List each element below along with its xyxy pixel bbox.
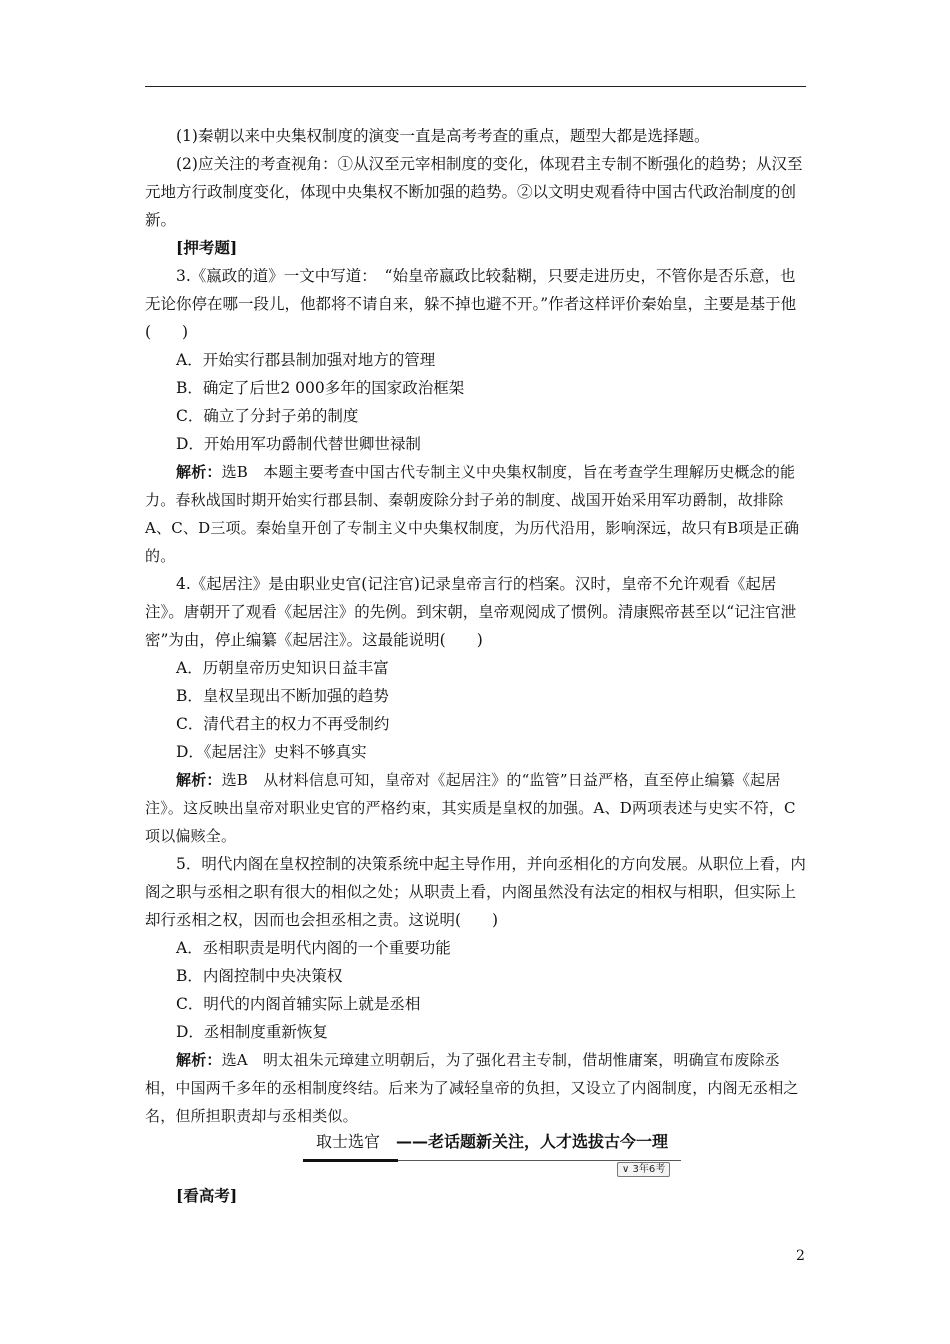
question-4-option-b: B．皇权呈现出不断加强的趋势 — [176, 687, 389, 705]
question-5-analysis — [145, 1046, 808, 1130]
question-4-stem: 4.《起居注》是由职业史官(记注官)记录皇帝言行的档案。汉时，皇帝不允许观看《起居注》。唐朝开了观看《起居注》的先例。到宋朝，皇帝观阅成了惯例。清康熙帝甚至以“记注官泄密”为由，停止编纂《起居注》。这最能说明( ) — [145, 575, 797, 649]
question-5-option-b: B．内阁控制中央决策权 — [176, 967, 343, 985]
question-3-option-c: C．确立了分封子弟的制度 — [176, 407, 359, 425]
question-5-option-d: D．丞相制度重新恢复 — [176, 1023, 328, 1041]
question-4-option-a: A．历朝皇帝历史知识日益丰富 — [176, 659, 389, 677]
question-4-option-c: C．清代君主的权力不再受制约 — [176, 715, 390, 733]
topic-main: 取士选官 — [315, 1132, 380, 1151]
page-content — [145, 122, 808, 1130]
question-4-analysis-text: 选B 从材料信息可知，皇帝对《起居注》的“监管”日益严格，直至停止编纂《起居注》。这反映出皇帝对职业史官的严格约束，其实质是皇权的加强。A、D两项表述与史实不符，C项以偏赅全。 — [145, 771, 796, 845]
question-5-option-a: A．丞相职责是明代内阁的一个重要功能 — [176, 939, 451, 957]
exam-frequency-text: 3年6考 — [632, 1164, 666, 1175]
section-heading-kangaokao: [看高考] — [176, 1186, 238, 1205]
analysis-label: 解析： — [176, 771, 222, 789]
section-heading-yakaoti: [押考题] — [176, 238, 238, 257]
topic-title — [303, 1130, 681, 1154]
analysis-label: 解析： — [176, 1051, 222, 1069]
page-number: 2 — [796, 1248, 805, 1264]
question-3-stem: 3.《嬴政的道》一文中写道： “始皇帝嬴政比较黏糊，只要走进历史，不管你是否乐意，也无论你停在哪一段儿，他都将不请自来，躲不掉也避不开。”作者这样评价秦始皇，主要是基于他( ) — [145, 267, 797, 341]
question-3-analysis-text: 选B 本题主要考查中国古代专制主义中央集权制度，旨在考查学生理解历史概念的能力。春秋战国时期开始实行郡县制、秦朝废除分封子弟的制度、战国开始采用军功爵制，故排除A、C、D三项。秦始皇开创了专制主义中央集权制度，为历代沿用，影响深远，故只有B项是正确的。 — [145, 463, 800, 565]
exam-frequency-badge — [617, 1162, 670, 1177]
analysis-label: 解析： — [176, 463, 222, 481]
question-3-option-b: B．确定了后世2 000多年的国家政治框架 — [176, 379, 465, 397]
topic-underline-thick — [303, 1159, 398, 1162]
topic-subtitle: ——老话题新关注，人才选拔古今一理 — [396, 1132, 669, 1151]
topic-banner — [303, 1128, 681, 1175]
question-4-analysis — [145, 766, 808, 850]
question-4-option-d: D．《起居注》史料不够真实 — [176, 743, 367, 761]
question-5-analysis-text: 选A 明太祖朱元璋建立明朝后，为了强化君主专制，借胡惟庸案，明确宣布废除丞相，中国两千多年的丞相制度终结。后来为了减轻皇帝的负担，又设立了内阁制度，内阁无丞相之名，但所担职责却与丞相类似。 — [145, 1051, 799, 1125]
topic-underline-thin — [398, 1160, 681, 1161]
question-3-option-a: A．开始实行郡县制加强对地方的管理 — [176, 351, 436, 369]
intro-point-2: (2)应关注的考查视角：①从汉至元宰相制度的变化，体现君主专制不断强化的趋势；从汉至元地方行政制度变化，体现中央集权不断加强的趋势。②以文明史观看待中国古代政治制度的创新。 — [145, 155, 803, 229]
intro-point-1: (1)秦朝以来中央集权制度的演变一直是高考考查的重点，题型大都是选择题。 — [176, 127, 710, 145]
question-3-analysis — [145, 458, 808, 570]
header-rule — [145, 86, 806, 87]
chevron-down-icon: ∨ — [622, 1164, 630, 1175]
question-5-stem: 5．明代内阁在皇权控制的决策系统中起主导作用，并向丞相化的方向发展。从职位上看，内阁之职与丞相之职有很大的相似之处；从职责上看，内阁虽然没有法定的相权与相职，但实际上却行丞相之权，因而也会担丞相之责。这说明( ) — [145, 855, 806, 929]
question-5-option-c: C．明代的内阁首辅实际上就是丞相 — [176, 995, 421, 1013]
question-3-option-d: D．开始用军功爵制代替世卿世禄制 — [176, 435, 421, 453]
